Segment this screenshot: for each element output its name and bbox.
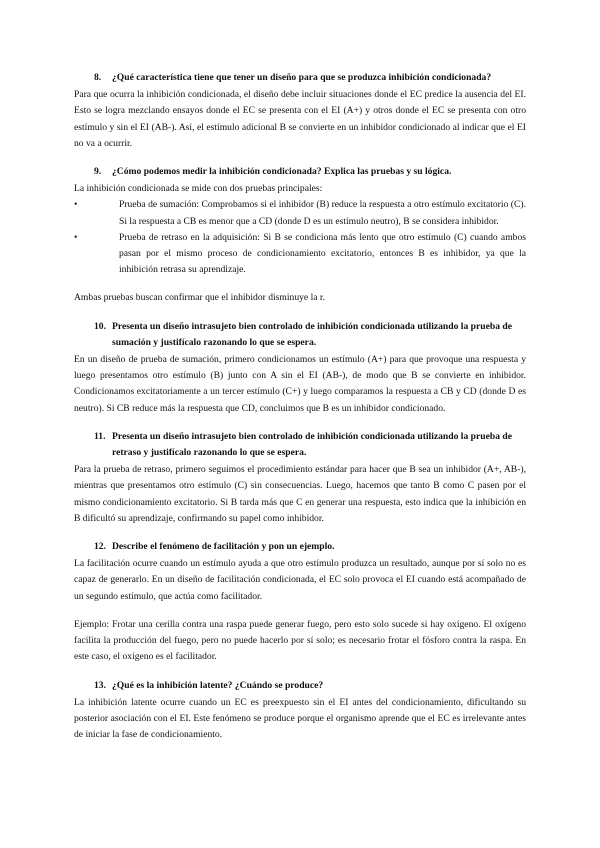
section-question-13 <box>74 678 526 744</box>
bullet-item <box>74 197 526 229</box>
section-question-9 <box>74 164 526 307</box>
question-number: 9. <box>94 166 102 178</box>
question-heading <box>74 429 526 461</box>
bullet-symbol: • <box>74 199 78 211</box>
question-title: ¿Cómo podemos medir la inhibición condicionada? Explica las pruebas y su lógica. <box>112 166 452 178</box>
section-question-10 <box>74 319 526 417</box>
question-heading <box>74 164 526 180</box>
question-number: 13. <box>94 679 106 691</box>
answer-closing: Ambas pruebas buscan confirmar que el inhibidor disminuye la r. <box>74 292 325 304</box>
answer-paragraph: La inhibición latente ocurre cuando un EC es preexpuesto sin el EI antes del condicionamiento, dificultando su posterior asociación con el EI. Este fenómeno se produce porque el organismo aprende que el EC es irrelevante antes de iniciar la fase de condicionamiento. <box>74 696 526 741</box>
question-heading <box>74 539 526 555</box>
question-heading <box>74 678 526 694</box>
bullet-item <box>74 230 526 279</box>
section-question-8 <box>74 70 526 152</box>
question-title: Presenta un diseño intrasujeto bien controlado de inhibición condicionada utilizando la prueba de sumación y justifícalo razonando lo que se espera. <box>112 320 512 348</box>
bullet-text: Prueba de sumación: Comprobamos si el inhibidor (B) reduce la respuesta a otro estímulo excitatorio (C). Si la respuesta a CB es menor que a CD (donde D es un estímulo neutro), B se considera inhibidor. <box>119 199 526 227</box>
question-title: Presenta un diseño intrasujeto bien controlado de inhibición condicionada utilizando la prueba de retraso y justifícalo razonando lo que se espera. <box>112 430 512 459</box>
question-title: ¿Qué característica tiene que tener un diseño para que se produzca inhibición condicionada? <box>112 72 492 83</box>
answer-example: Ejemplo: Frotar una cerilla contra una raspa puede generar fuego, pero esto solo sucede si hay oxígeno. El oxígeno facilita la producción del fuego, pero no puede hacerlo por sí solo; es necesario frotar el fósforo contra la raspa. En este caso, el oxígeno es el facilitador. <box>74 618 526 663</box>
question-title: Describe el fenómeno de facilitación y pon un ejemplo. <box>112 541 335 553</box>
answer-paragraph: La facilitación ocurre cuando un estímulo ayuda a que otro estímulo produzca un resultado, aunque por sí solo no es capaz de generarlo. En un diseño de facilitación condicionada, el EC solo provoca el EI cuando está acompañado de un segundo estímulo, que actúa como facilitador. <box>74 558 526 602</box>
answer-paragraph: Para que ocurra la inhibición condicionada, el diseño debe incluir situaciones donde el EC predice la ausencia del EI. Esto se logra mezclando ensayos donde el EC se presenta con el EI (A+) y otros donde el EC se presenta con otro estímulo y sin el EI (AB-). Así, el estímulo adicional B se convierte en un inhibidor condicionado al indicar que el EI no va a ocurrir. <box>74 89 526 149</box>
answer-paragraph: En un diseño de prueba de sumación, primero condicionamos un estímulo (A+) para que provoque una respuesta y luego presentamos otro estímulo (B) junto con A sin el EI (AB-), de modo que B se convierte en inhibidor. Condicionamos excitatoriamente a un tercer estímulo (C+) y luego comparamos la respuesta a CB y CD (donde D es neutro). Si CB reduce más la respuesta que CD, concluimos que B es un inhibidor condicionado. <box>74 354 526 414</box>
answer-paragraph: Para la prueba de retraso, primero seguimos el procedimiento estándar para hacer que B sea un inhibidor (A+, AB-), mientras que presentamos otro estímulo (C) sin consecuencias. Luego, hacemos que tanto B como C pasen por el mismo condicionamiento excitatorio. Si B tarda más que C en generar una respuesta, esto indica que la inhibición en B dificultó su aprendizaje, confirmando su papel como inhibidor. <box>74 464 526 524</box>
question-number: 10. <box>94 320 106 332</box>
bullet-symbol: • <box>74 231 78 243</box>
answer-intro: La inhibición condicionada se mide con dos pruebas principales: <box>74 183 323 195</box>
question-heading <box>74 319 526 351</box>
question-number: 8. <box>94 72 102 83</box>
question-heading <box>74 70 526 86</box>
question-number: 12. <box>94 541 106 553</box>
section-question-12 <box>74 539 526 665</box>
bullet-text: Prueba de retraso en la adquisición: Si B se condiciona más lento que otro estímulo (C) cuando ambos pasan por el mismo proceso de condicionamiento excitatorio, entonces B es inhibidor, ya que la inhibición retrasa su aprendizaje. <box>119 231 526 276</box>
question-title: ¿Qué es la inhibición latente? ¿Cuándo se produce? <box>112 679 324 691</box>
section-question-11 <box>74 429 526 527</box>
document-content <box>74 70 526 755</box>
question-number: 11. <box>94 430 106 442</box>
